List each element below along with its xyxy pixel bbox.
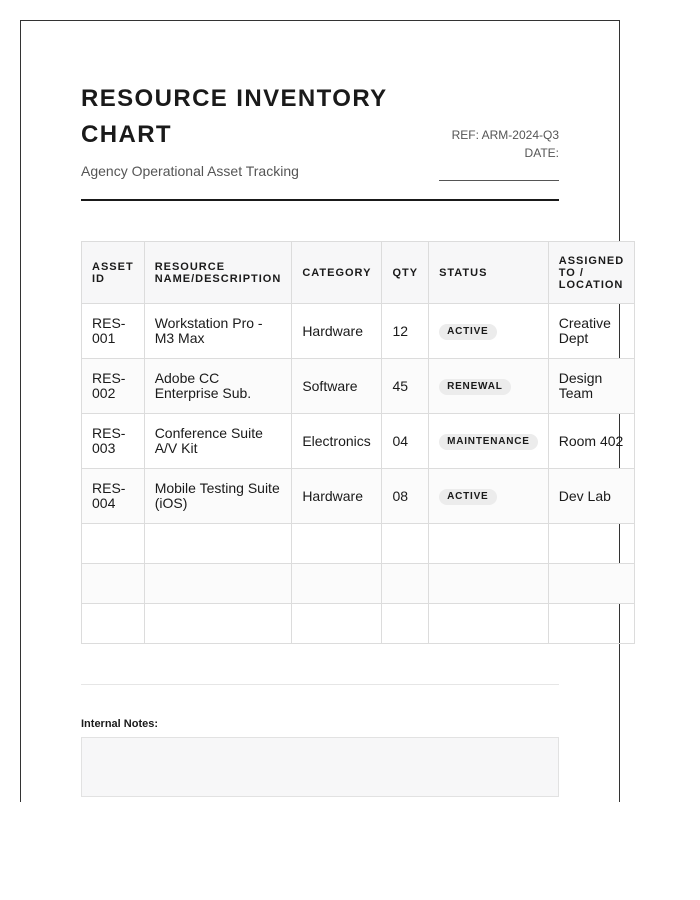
document-meta: [439, 126, 559, 181]
category-cell: Hardware: [292, 304, 382, 359]
empty-table-row: [82, 524, 635, 564]
empty-table-row: [82, 604, 635, 644]
empty-cell: [82, 564, 145, 604]
resource-name-cell: Adobe CC Enterprise Sub.: [144, 359, 292, 414]
column-header-assigned: ASSIGNED TO / LOCATION: [548, 242, 634, 304]
asset-id-cell: RES-004: [82, 469, 145, 524]
qty-cell: 45: [382, 359, 429, 414]
document-sheet: [20, 20, 625, 802]
date-label: DATE:: [524, 146, 559, 160]
table-row: [82, 304, 635, 359]
empty-cell: [292, 604, 382, 644]
notes-textarea[interactable]: [81, 737, 559, 797]
asset-id-cell: RES-002: [82, 359, 145, 414]
column-header-asset-id: ASSET ID: [82, 242, 145, 304]
empty-cell: [382, 564, 429, 604]
table-row: [82, 469, 635, 524]
column-header-category: CATEGORY: [292, 242, 382, 304]
assigned-cell: Dev Lab: [548, 469, 634, 524]
empty-cell: [292, 524, 382, 564]
category-cell: Hardware: [292, 469, 382, 524]
assigned-cell: Room 402: [548, 414, 634, 469]
status-badge: MAINTENANCE: [439, 434, 538, 450]
resource-name-cell: Workstation Pro - M3 Max: [144, 304, 292, 359]
status-cell: [429, 469, 549, 524]
inventory-table: [81, 241, 635, 644]
date-field-line: [439, 180, 559, 181]
qty-cell: 04: [382, 414, 429, 469]
empty-table-row: [82, 564, 635, 604]
empty-cell: [382, 604, 429, 644]
resource-name-cell: Conference Suite A/V Kit: [144, 414, 292, 469]
empty-cell: [548, 604, 634, 644]
column-header-resource-name: RESOURCE NAME/DESCRIPTION: [144, 242, 292, 304]
status-cell: [429, 304, 549, 359]
column-header-status: STATUS: [429, 242, 549, 304]
assigned-cell: Design Team: [548, 359, 634, 414]
resource-name-cell: Mobile Testing Suite (iOS): [144, 469, 292, 524]
empty-cell: [548, 524, 634, 564]
empty-cell: [82, 604, 145, 644]
document-title: RESOURCE INVENTORY CHART: [81, 85, 388, 148]
header-divider: [81, 199, 559, 201]
assigned-cell: Creative Dept: [548, 304, 634, 359]
status-cell: [429, 359, 549, 414]
table-row: [82, 414, 635, 469]
empty-cell: [382, 524, 429, 564]
asset-id-cell: RES-001: [82, 304, 145, 359]
status-badge: ACTIVE: [439, 489, 496, 505]
asset-id-cell: RES-003: [82, 414, 145, 469]
document-subtitle: Agency Operational Asset Tracking: [81, 163, 299, 179]
document-header: [81, 81, 559, 179]
status-badge: RENEWAL: [439, 379, 511, 395]
empty-cell: [82, 524, 145, 564]
empty-cell: [144, 604, 292, 644]
column-header-qty: QTY: [382, 242, 429, 304]
empty-cell: [144, 564, 292, 604]
empty-cell: [144, 524, 292, 564]
category-cell: Software: [292, 359, 382, 414]
status-cell: [429, 414, 549, 469]
qty-cell: 12: [382, 304, 429, 359]
category-cell: Electronics: [292, 414, 382, 469]
reference-number: REF: ARM-2024-Q3: [451, 128, 559, 142]
table-header-row: [82, 242, 635, 304]
status-badge: ACTIVE: [439, 324, 496, 340]
qty-cell: 08: [382, 469, 429, 524]
empty-cell: [429, 524, 549, 564]
empty-cell: [429, 564, 549, 604]
section-divider: [81, 684, 559, 685]
empty-cell: [292, 564, 382, 604]
empty-cell: [548, 564, 634, 604]
empty-cell: [429, 604, 549, 644]
notes-label: Internal Notes:: [81, 718, 159, 730]
table-row: [82, 359, 635, 414]
